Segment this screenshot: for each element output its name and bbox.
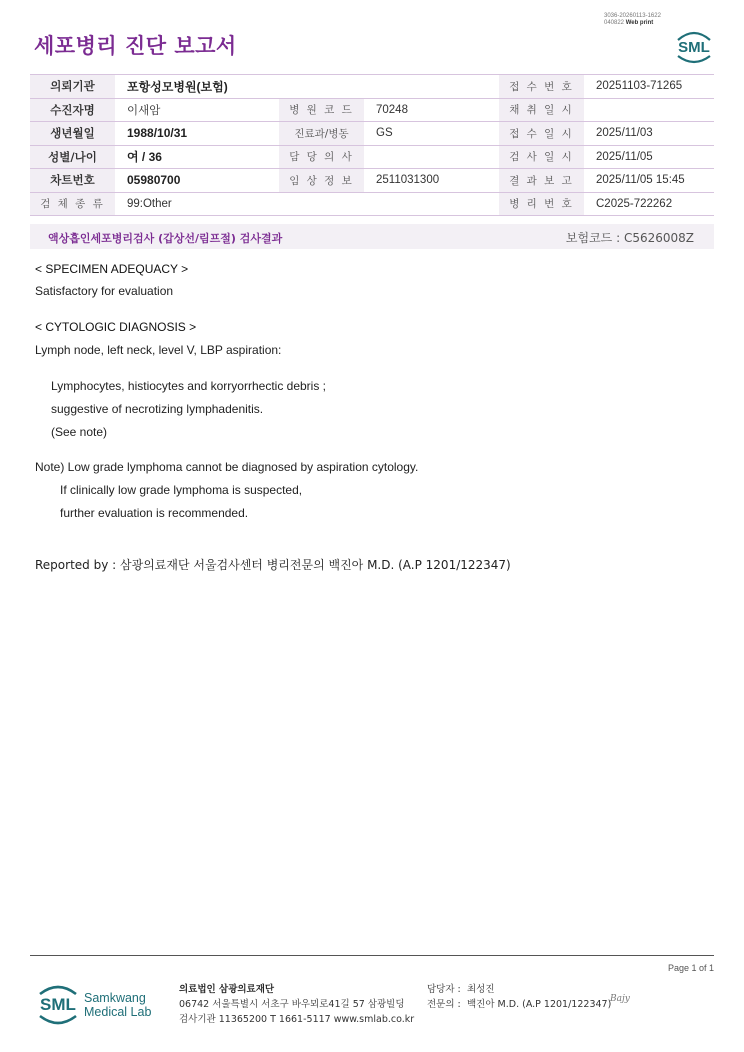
staff-name: 최성진: [467, 984, 495, 995]
clinical-info-label: 임 상 정 보: [279, 169, 364, 193]
diagnosis-heading: < CYTOLOGIC DIAGNOSIS >: [35, 320, 197, 334]
see-note: (See note): [51, 425, 108, 439]
web-print-label: Web print: [625, 20, 654, 26]
receipt-no-label: 접 수 번 호: [499, 75, 584, 99]
specimen-type-value: 99:Other: [115, 192, 499, 216]
diagnosis-line: Lymphocytes, histiocytes and korryorrhectic debris ;: [51, 379, 326, 393]
insurance-code: 보험코드 : C5626008Z: [565, 231, 694, 245]
chart-no-label: 차트번호: [30, 169, 115, 193]
exam-title-bar: [30, 224, 714, 249]
info-row: [30, 98, 714, 122]
info-row: [30, 145, 714, 169]
exam-date-value: 2025/11/05: [584, 145, 714, 169]
receipt-date-value: 2025/11/03: [584, 122, 714, 146]
diagnosis-line: suggestive of necrotizing lymphadenitis.: [51, 402, 264, 416]
sml-logo-text: SML: [678, 39, 710, 56]
info-row: [30, 169, 714, 193]
receipt-no-value: 20251103-71265: [584, 75, 714, 99]
org-name: 의료법인 삼광의료재단: [179, 984, 275, 995]
page-number: Page 1 of 1: [667, 963, 714, 973]
signature: Bajy: [610, 994, 630, 1004]
chart-no-value: 05980700: [115, 169, 279, 193]
note-line: Note) Low grade lymphoma cannot be diagnosed by aspiration cytology.: [35, 460, 419, 474]
print-code: [604, 13, 661, 27]
info-row: [30, 192, 714, 216]
adequacy-text: Satisfactory for evaluation: [35, 284, 174, 298]
print-code-line2: [604, 20, 661, 27]
brand-line-1: Samkwang: [84, 991, 146, 1005]
info-row: [30, 122, 714, 146]
receipt-date-label: 접 수 일 시: [499, 122, 584, 146]
report-title: 세포병리 진단 보고서: [34, 34, 237, 58]
reported-by: Reported by : 삼광의료재단 서울검사센터 병리전문의 백진아 M.D. (A.P 1201/122347): [35, 558, 511, 572]
patient-info-table: [30, 74, 714, 216]
specialist-name: 백진아 M.D. (A.P 1201/122347): [467, 999, 612, 1010]
org-contact: 검사기관 11365200 T 1661-5117 www.smlab.co.kr: [179, 1014, 415, 1025]
brand-line-2: Medical Lab: [84, 1005, 152, 1019]
report-date-label: 결 과 보 고: [499, 169, 584, 193]
info-row: [30, 75, 714, 99]
clinical-info-value: 2511031300: [364, 169, 499, 193]
doctor-value: [364, 145, 499, 169]
requesting-org-label: 의뢰기관: [30, 75, 115, 99]
report-date-value: 2025/11/05 15:45: [584, 169, 714, 193]
exam-title: 액상흡인세포병리검사 (갑상선/림프절) 검사결과: [48, 232, 283, 245]
pathology-no-value: C2025-722262: [584, 192, 714, 216]
note-line: If clinically low grade lymphoma is suspected,: [60, 483, 303, 497]
requesting-org-value: 포항성모병원(보험): [115, 75, 499, 99]
adequacy-heading: < SPECIMEN ADEQUACY >: [35, 262, 189, 276]
dob-value: 1988/10/31: [115, 122, 279, 146]
note-line: further evaluation is recommended.: [60, 506, 249, 520]
sml-logo-text: SML: [40, 995, 76, 1014]
print-code-id: 3036-20260113-1622: [604, 13, 661, 19]
footer-divider: [30, 955, 714, 956]
hospital-code-label: 병 원 코 드: [279, 98, 364, 122]
dept-label: 진료과/병동: [279, 122, 364, 146]
sml-logo-icon: [672, 28, 716, 64]
samkwang-logo-icon: [36, 980, 166, 1028]
sex-age-label: 성별/나이: [30, 145, 115, 169]
dob-label: 생년월일: [30, 122, 115, 146]
collection-date-value: [584, 98, 714, 122]
specialist-label: 전문의 :: [427, 999, 461, 1010]
patient-name-value: 이새암: [115, 98, 279, 122]
exam-date-label: 검 사 일 시: [499, 145, 584, 169]
dept-value: GS: [364, 122, 499, 146]
hospital-code-value: 70248: [364, 98, 499, 122]
doctor-label: 담 당 의 사: [279, 145, 364, 169]
specimen-type-label: 검 체 종 류: [30, 192, 115, 216]
patient-name-label: 수진자명: [30, 98, 115, 122]
org-address: 06742 서울특별시 서초구 바우뫼로41길 57 삼광빌딩: [179, 999, 405, 1010]
sex-age-value: 여 / 36: [115, 145, 279, 169]
pathology-no-label: 병 리 번 호: [499, 192, 584, 216]
collection-date-label: 채 취 일 시: [499, 98, 584, 122]
diagnosis-site: Lymph node, left neck, level V, LBP aspiration:: [35, 343, 282, 357]
print-code-time: 040822: [604, 20, 625, 26]
staff-label: 담당자 :: [427, 984, 461, 995]
